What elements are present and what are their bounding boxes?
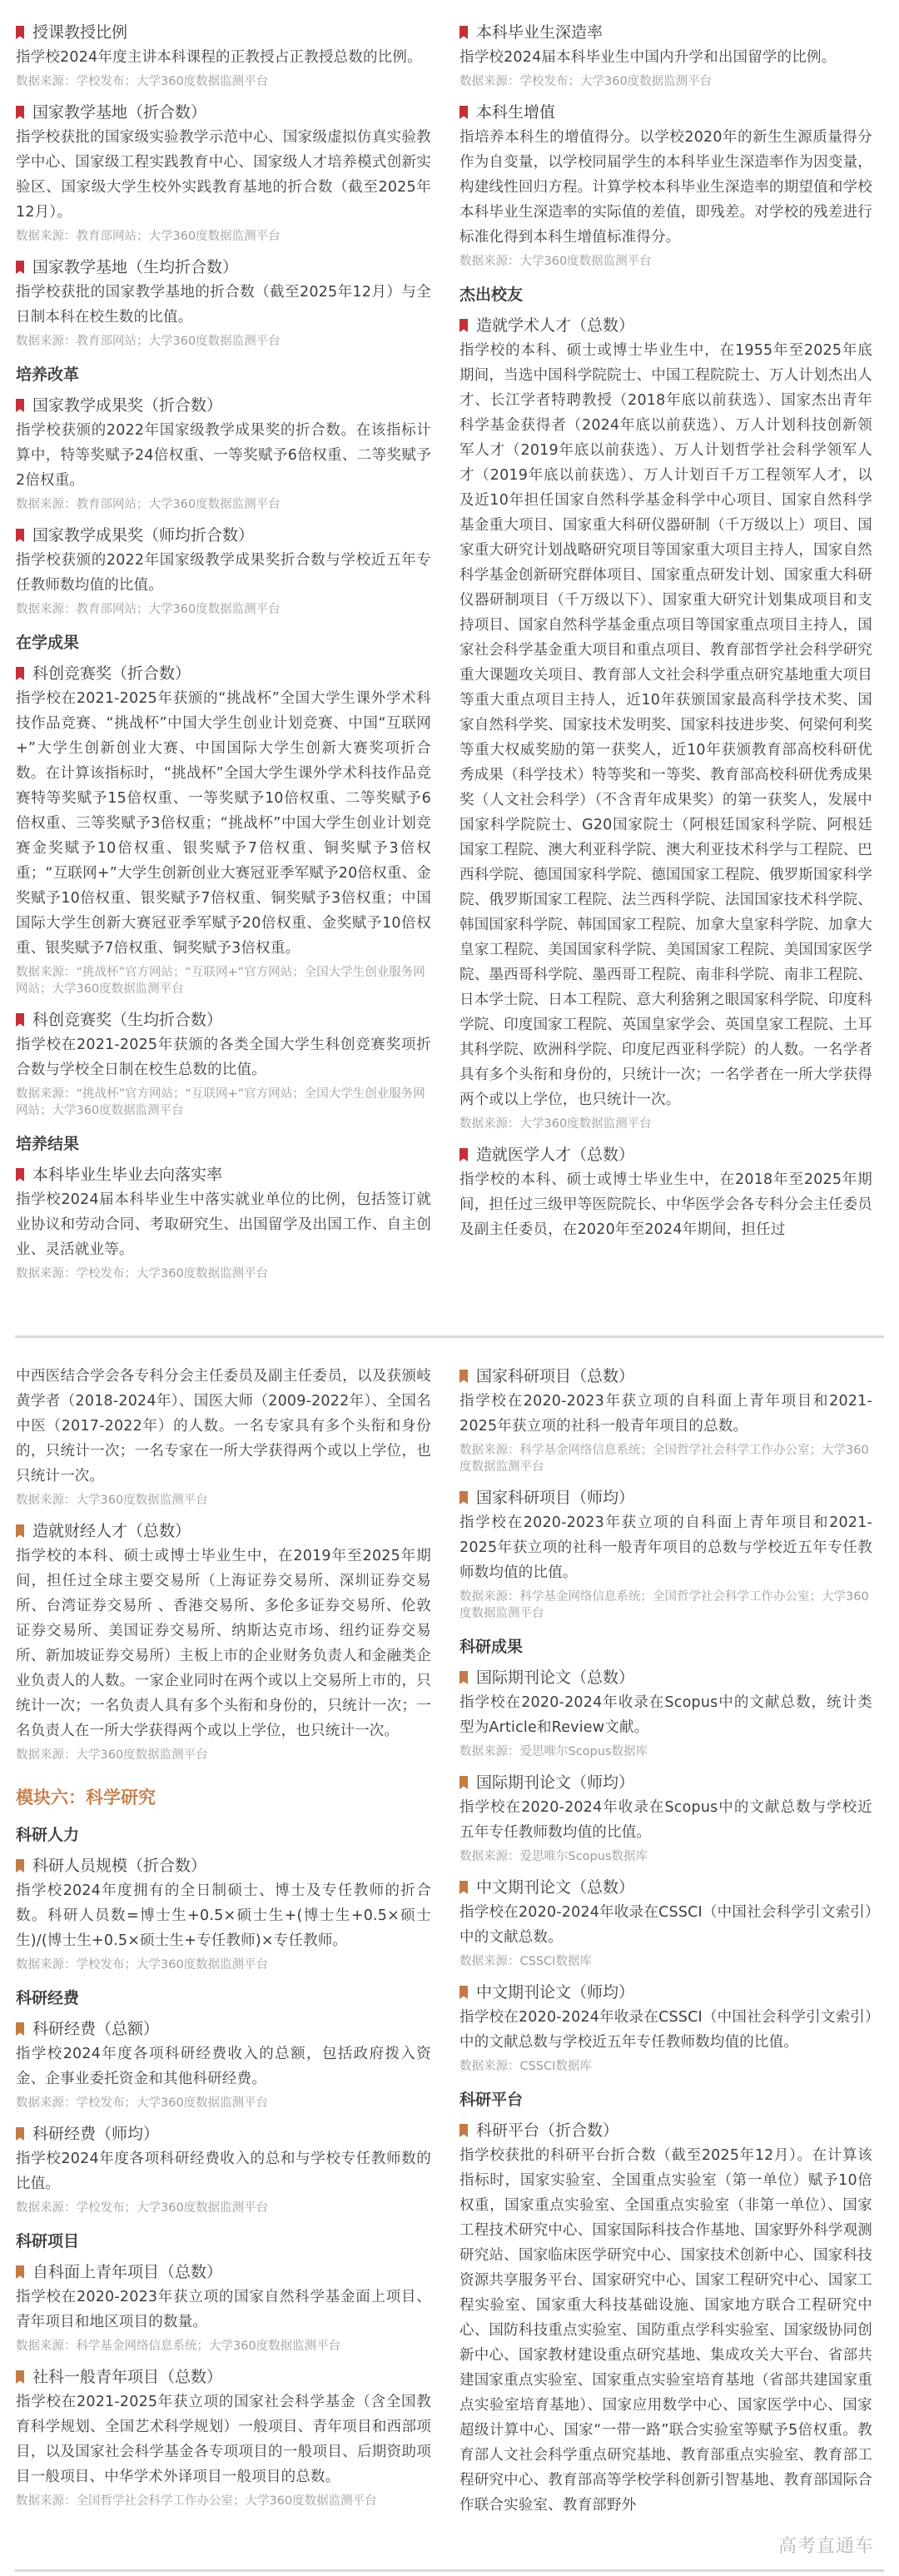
- indicator-item: [16, 2017, 431, 2111]
- indicator-item: [459, 1485, 872, 1622]
- indicator-item: [16, 2260, 431, 2355]
- indicator-source: 数据来源：教育部网站；大学360度数据监测平台: [16, 603, 281, 616]
- indicator-item: [459, 1980, 872, 2075]
- indicator-description: 指学校在2020-2024年收录在Scopus中的文献总数与学校近五年专任教师数均值的比值。: [459, 1799, 872, 1841]
- indicator-header: [16, 1162, 431, 1187]
- indicator-source: 数据来源：科学基金网络信息系统；大学360度数据监测平台: [16, 2340, 341, 2353]
- indicator-description: 指学校在2020-2024年收录在Scopus中的文献总数，统计类型为Article和Review文献。: [459, 1694, 872, 1736]
- indicator-description: 指学校在2021-2025年获立项的国家社会科学基金（含全国教育科学规划、全国艺术科学规划）一般项目、青年项目和西部项目，以及国家社会科学基金各专项项目的一般项目、后期资助项目一般项目、中华学术外译项目一般项目的总数。: [16, 2394, 431, 2485]
- indicator-title: 自科面上青年项目（总数）: [32, 2263, 223, 2281]
- indicator-title: 国家教学基地（折合数）: [32, 103, 207, 122]
- indicator-header: [459, 1980, 872, 2005]
- group-title-projects: 科研项目: [16, 2232, 80, 2250]
- indicator-description: 指学校在2020-2023年获立项的自科面上青年项目和2021-2025年获立项的社科一般青年项目的总数。: [459, 1393, 872, 1435]
- indicator-header: [459, 20, 872, 45]
- indicator-source: 数据来源：学校发布；大学360度数据监测平台: [16, 75, 269, 88]
- indicator-header: [16, 2121, 431, 2146]
- bookmark-icon: [459, 1881, 468, 1894]
- indicator-source: 数据来源：全国哲学社会科学工作办公室；大学360度数据监测平台: [16, 2494, 377, 2508]
- indicator-description: 指学校获批的科研平台折合数（截至2025年12月）。在计算该指标时，国家实验室、全国重点实验室（第一单位）赋予10倍权重，国家重点实验室、全国重点实验室（非第一单位）、国家工程技术研究中心、国家国际科技合作基地、国家野外科学观测研究站、国家临床医学研究中心、国家技术创新中心、国家科技资源共享服务平台、国家研究中心、国家工程研究中心、国家工程实验室、国家重大科技基础设施、国家地方联合工程研究中心、国防科技重点实验室、国防重点学科实验室、国家级协同创新中心、国家教材建设重点研究基地、集成攻关大平台、省部共建国家重点实验室、国家重点实验室培育基地（省部共建国家重点实验室培育基地）、国家应用数学中心、国家医学中心、国家超级计算中心、国家“一带一路”联合实验室等赋予5倍权重。教育部人文社会科学重点研究基地、教育部重点实验室、教育部工程研究中心、教育部高等学校学科创新引智基地、教育部国际合作联合实验室、教育部野外: [459, 2147, 872, 2514]
- bookmark-icon: [16, 106, 24, 119]
- indicator-title: 科创竞赛奖（生均折合数）: [32, 1011, 223, 1029]
- group-title-outcome: 培养结果: [16, 1135, 80, 1153]
- group-title-funding: 科研经费: [16, 1989, 80, 2007]
- module-title: 模块六：科学研究: [16, 1788, 156, 1808]
- bookmark-icon: [459, 1370, 468, 1383]
- item-list: [16, 20, 431, 350]
- indicator-item: [16, 1853, 431, 1973]
- group-title-platform: 科研平台: [459, 2091, 524, 2109]
- indicator-item: [459, 20, 872, 90]
- indicator-header: [459, 2118, 872, 2143]
- indicator-description: 指学校2024年度各项科研经费收入的总和与学校专任教师数的比值。: [16, 2151, 431, 2192]
- bookmark-icon: [459, 26, 468, 39]
- group-title-alumni: 杰出校友: [459, 286, 524, 304]
- indicator-title: 科研经费（总额）: [32, 2020, 160, 2038]
- group-title-achievement: 在学成果: [16, 634, 80, 652]
- indicator-title: 科创竞赛奖（折合数）: [32, 664, 191, 683]
- panel-divider: [15, 1335, 884, 1338]
- bookmark-icon: [459, 106, 468, 119]
- indicator-item: [16, 255, 431, 350]
- indicator-item: [459, 1665, 872, 1760]
- item-list: [16, 661, 431, 1119]
- indicator-header: [459, 1875, 872, 1900]
- indicator-header: [459, 1770, 872, 1795]
- bookmark-icon: [459, 1148, 468, 1161]
- indicator-header: [16, 2017, 431, 2041]
- bookmark-icon: [16, 2265, 24, 2279]
- indicator-header: [16, 393, 431, 418]
- group-title-reform: 培养改革: [16, 366, 80, 384]
- bookmark-icon: [459, 2124, 468, 2137]
- item-list: [459, 1665, 872, 2075]
- item-list: [16, 2017, 431, 2216]
- indicator-title: 国家科研项目（师均）: [476, 1489, 635, 1507]
- indicator-source: 数据来源：爱思唯尔Scopus数据库: [459, 1745, 648, 1758]
- bookmark-icon: [16, 1859, 24, 1872]
- indicator-title: 造就医学人才（总数）: [476, 1146, 635, 1164]
- bookmark-icon: [459, 319, 468, 332]
- bookmark-icon: [16, 2370, 24, 2384]
- bottom-panel: [0, 1339, 899, 2576]
- item-list: [459, 1364, 872, 1622]
- indicator-header: [459, 313, 872, 338]
- indicator-description: 指学校在2020-2024年收录在CSSCI（中国社会科学引文索引）中的文献总数。: [459, 1904, 872, 1946]
- indicator-description: 指学校2024届本科毕业生中国内升学和出国留学的比例。: [459, 49, 837, 66]
- panel-divider: [15, 2569, 884, 2572]
- bookmark-icon: [16, 2022, 24, 2036]
- indicator-description: 指学校获批的国家级实验教学示范中心、国家级虚拟仿真实验教学中心、国家级工程实践教育中心、国家级人才培养模式创新实验区、国家级大学生校外实践教育基地的折合数（截至2025年12月）。: [16, 129, 431, 221]
- indicator-source: 数据来源：学校发布；大学360度数据监测平台: [16, 2201, 269, 2215]
- indicator-header: [16, 255, 431, 280]
- indicator-item: [459, 2118, 872, 2518]
- indicator-title: 授课教授比例: [32, 23, 128, 42]
- indicator-header: [16, 1519, 431, 1544]
- indicator-source: 数据来源：学校发布；大学360度数据监测平台: [16, 1958, 269, 1972]
- indicator-item: [16, 20, 431, 90]
- indicator-title: 本科生增值: [476, 103, 556, 122]
- item-list: [16, 2260, 431, 2509]
- indicator-item: [459, 1875, 872, 1970]
- indicator-source: 数据来源：CSSCI数据库: [459, 2060, 592, 2073]
- indicator-item: [16, 661, 431, 997]
- indicator-header: [459, 1665, 872, 1690]
- indicator-source: 数据来源：大学360度数据监测平台: [459, 255, 652, 268]
- indicator-source: 数据来源：科学基金网络信息系统；全国哲学社会科学工作办公室；大学360度数据监测平台: [459, 1444, 869, 1474]
- indicator-description: 指学校的本科、硕士或博士毕业生中，在1955年至2025年底期间，当选中国科学院院士、中国工程院院士、万人计划杰出人才、长江学者特聘教授（2018年底以前获选）、国家杰出青年科学基金获得者（2024年底以前获选）、万人计划科技创新领军人才（2019年底以前获选）、万人计划哲学社会科学领军人才（2019年底以前获选）、万人计划百千万工程领军人才，以及近10年担任国家自然科学基金科学中心项目、国家自然科学基金重大项目、国家重大科研仪器研制（千万级以上）项目、国家重大研究计划战略研究项目等国家重大项目主持人，国家自然科学基金创新研究群体项目、国家重点研发计划、国家重大科研仪器研制项目（千万级以下）、国家重大研究计划集成项目和支持项目、国家自然科学基金重点项目等国家重点项目主持人，国家社会科学基金重大项目和重点项目、教育部哲学社会科学研究重大课题攻关项目、教育部人文社会科学重点研究基地重大项目等重大重点项目主持人，近10年获颁国家最高科学技术奖、国家自然科学奖、国家技术发明奖、国家科技进步奖、何梁何利奖等重大权威奖励的第一获奖人，近10年获颁教育部高校科研优秀成果（科学技术）特等奖和一等奖、教育部高校科研优秀成果奖（人文社会科学）（不含青年成果奖）的第一获奖人，发展中国家科学院院士、G20国家院士（阿根廷国家科学院、阿根廷国家工程院、澳大利亚科学院、澳大利亚技术科学与工程院、巴西科学院、德国国家科学院、德国国家工程院、俄罗斯国家科学院、俄罗斯国家工程院、法兰西科学院、法国国家技术科学院、韩国国家科学院、韩国国家工程院、加拿大皇家科学院、加拿大皇家工程院、美国国家科学院、美国国家工程院、美国国家医学院、墨西哥科学院、墨西哥工程院、南非科学院、南非工程院、日本学士院、日本工程院、意大利猞猁之眼国家科学院、印度科学院、印度国家工程院、英国皇家学会、英国皇家工程院、土耳其科学院、欧洲科学院、印度尼西亚科学院）的人数。一名学者具有多个头衔和身份的，只统计一次；一名学者在一所大学获得两个或以上学位，也只统计一次。: [459, 342, 872, 1108]
- bottom-left-column: [0, 1339, 450, 2576]
- bookmark-icon: [16, 261, 24, 274]
- indicator-title: 社科一般青年项目（总数）: [32, 2368, 223, 2386]
- indicator-title: 中文期刊论文（师均）: [476, 1983, 635, 2002]
- bookmark-icon: [16, 1524, 24, 1538]
- bookmark-icon: [459, 1491, 468, 1504]
- indicator-title: 科研经费（师均）: [32, 2125, 160, 2143]
- item-list: [16, 1853, 431, 1973]
- indicator-source: 数据来源：教育部网站；大学360度数据监测平台: [16, 498, 281, 511]
- indicator-item: [459, 1770, 872, 1865]
- indicator-source: 数据来源：科学基金网络信息系统；全国哲学社会科学工作办公室；大学360度数据监测平台: [459, 1590, 869, 1620]
- indicator-header: [16, 661, 431, 686]
- bottom-right-column: [450, 1339, 899, 2576]
- indicator-title: 国际期刊论文（总数）: [476, 1668, 635, 1687]
- indicator-title: 国家教学成果奖（折合数）: [32, 396, 223, 415]
- indicator-item: [16, 1162, 431, 1282]
- indicator-title: 本科毕业生毕业去向落实率: [32, 1166, 223, 1184]
- top-left-column: [0, 0, 450, 1337]
- indicator-item: [16, 523, 431, 618]
- indicator-header: [459, 1142, 872, 1167]
- indicator-title: 国家教学成果奖（师均折合数）: [32, 526, 255, 545]
- indicator-description: 指学校的本科、硕士或博士毕业生中，在2018年至2025年期间，担任过三级甲等医院院长、中华医学会各专科分会主任委员及副主任委员，在2020年至2024年期间，担任过: [459, 1171, 872, 1238]
- indicator-title: 造就财经人才（总数）: [32, 1522, 191, 1540]
- indicator-header: [16, 2365, 431, 2390]
- indicator-header: [16, 1007, 431, 1032]
- indicator-title: 本科毕业生深造率: [476, 23, 603, 42]
- bookmark-icon: [16, 2127, 24, 2141]
- indicator-header: [16, 20, 431, 45]
- bookmark-icon: [16, 26, 24, 39]
- bookmark-icon: [459, 1986, 468, 1999]
- group-title-results: 科研成果: [459, 1638, 524, 1656]
- bookmark-icon: [459, 1776, 468, 1789]
- indicator-description: 指学校在2020-2023年获立项的国家自然科学基金面上项目、青年项目和地区项目的数量。: [16, 2289, 431, 2330]
- item-list: [459, 2118, 872, 2518]
- indicator-description: 指学校获颁的2022年国家级教学成果奖折合数与学校近五年专任教师数均值的比值。: [16, 552, 431, 594]
- indicator-source: 数据来源：学校发布；大学360度数据监测平台: [16, 2096, 269, 2110]
- indicator-description: 指学校在2021-2025年获颁的“挑战杯”全国大学生课外学术科技作品竞赛、“挑战杯”中国大学生创业计划竞赛、中国“互联网+”大学生创新创业大赛、中国国际大学生创新大赛奖项折合数。在计算该指标时，“挑战杯”全国大学生课外学术科技作品竞赛特等奖赋予15倍权重、一等奖赋予10倍权重、二等奖赋予6倍权重、三等奖赋予3倍权重；“挑战杯”中国大学生创业计划竞赛金奖赋予10倍权重、银奖赋予7倍权重、铜奖赋予3倍权重；“互联网+”大学生创新创业大赛冠亚季军赋予20倍权重、金奖赋予10倍权重、银奖赋予7倍权重、铜奖赋予3倍权重；中国国际大学生创新大赛冠亚季军赋予20倍权重、金奖赋予10倍权重、银奖赋予7倍权重、铜奖赋予3倍权重。: [16, 690, 431, 957]
- indicator-item: [16, 393, 431, 513]
- bookmark-icon: [16, 1013, 24, 1027]
- top-right-column: [450, 0, 899, 1337]
- indicator-description: 指学校2024年度拥有的全日制硕士、博士及专任教师的折合数。科研人员数=博士生+0.5×硕士生+(博士生+0.5×硕士生)/(博士生+0.5×硕士生+专任教师)×专任教师。: [16, 1882, 431, 1949]
- indicator-title: 国家科研项目（总数）: [476, 1367, 635, 1385]
- item-list: [16, 1162, 431, 1282]
- indicator-description: 指学校在2020-2023年获立项的自科面上青年项目和2021-2025年获立项的社科一般青年项目的总数与学校近五年专任教师数均值的比值。: [459, 1514, 872, 1581]
- item-description: 中西医结合学会各专科分会主任委员及副主任委员，以及获颁岐黄学者（2018-2024年）、国医大师（2009-2022年）、全国名中医（2017-2022年）的人数。一名专家具有多个头衔和身份的，只统计一次；一名专家在一所大学获得两个或以上学位，也只统计一次。: [16, 1368, 431, 1484]
- indicator-item: [459, 313, 872, 1132]
- group-title-manpower: 科研人力: [16, 1826, 80, 1844]
- indicator-source: 数据来源：教育部网站；大学360度数据监测平台: [16, 335, 281, 348]
- indicator-header: [459, 1364, 872, 1389]
- indicator-item: [16, 1007, 431, 1119]
- indicator-title: 科研人员规模（折合数）: [32, 1857, 207, 1875]
- indicator-title: 造就学术人才（总数）: [476, 316, 635, 335]
- indicator-source: 数据来源：学校发布；大学360度数据监测平台: [459, 75, 713, 88]
- indicator-header: [459, 1485, 872, 1510]
- indicator-description: 指学校的本科、硕士或博士毕业生中，在2019年至2025年期间，担任过全球主要交易所（上海证券交易所、深圳证券交易所、台湾证券交易所 、香港交易所、多伦多证券交易所、伦敦证券交易所、美国证券交易所、纳斯达克市场、纽约证券交易所、新加坡证券交易所）主板上市的企业财务负责人和金融类企业负责人的人数。一家企业同时在两个或以上交易所上市的，只统计一次；一名负责人具有多个头衔和身份的，只统计一次；一名负责人在一所大学获得两个或以上学位，也只统计一次。: [16, 1548, 431, 1739]
- indicator-title: 国家教学基地（生均折合数）: [32, 258, 239, 276]
- indicator-description: 指培养本科生的增值得分。以学校2020年的新生生源质量得分作为自变量，以学校同届学生的本科毕业生深造率作为因变量，构建线性回归方程。计算学校本科毕业生深造率的期望值和学校本科毕业生深造率的实际值的差值，即残差。对学校的残差进行标准化得到本科生增值标准得分。: [459, 129, 872, 246]
- bookmark-icon: [16, 529, 24, 542]
- indicator-source: 数据来源：“挑战杯”官方网站；“互联网+”官方网站；全国大学生创业服务网网站；大学360度数据监测平台: [16, 966, 425, 996]
- indicator-source: 数据来源：大学360度数据监测平台: [16, 1748, 208, 1762]
- bookmark-icon: [16, 399, 24, 412]
- item-list: [16, 1519, 431, 1763]
- indicator-description: 指学校2024年度各项科研经费收入的总额，包括政府拨入资金、企事业委托资金和其他科研经费。: [16, 2046, 431, 2087]
- indicator-header: [16, 100, 431, 125]
- indicator-header: [16, 2260, 431, 2285]
- item-list: [459, 20, 872, 270]
- indicator-source: 数据来源：“挑战杯”官方网站；“互联网+”官方网站；全国大学生创业服务网网站；大学360度数据监测平台: [16, 1087, 425, 1117]
- indicator-item: [16, 100, 431, 245]
- indicator-title: 国际期刊论文（师均）: [476, 1773, 635, 1792]
- indicator-item: [459, 1142, 872, 1242]
- item-list: [459, 313, 872, 1242]
- bookmark-icon: [459, 1671, 468, 1684]
- indicator-source: 数据来源：学校发布；大学360度数据监测平台: [16, 1267, 269, 1281]
- watermark: 高考直通车: [777, 2536, 874, 2557]
- continued-item: [16, 1364, 431, 1509]
- indicator-source: 数据来源：爱思唯尔Scopus数据库: [459, 1850, 648, 1863]
- indicator-source: 数据来源：CSSCI数据库: [459, 1955, 592, 1968]
- indicator-item: [459, 1364, 872, 1475]
- indicator-description: 指学校2024届本科毕业生中落实就业单位的比例，包括签订就业协议和劳动合同、考取研究生、出国留学及出国工作、自主创业、灵活就业等。: [16, 1191, 431, 1258]
- indicator-item: [16, 2121, 431, 2216]
- indicator-description: 指学校2024年度主讲本科课程的正教授占正教授总数的比例。: [16, 49, 422, 66]
- indicator-description: 指学校在2021-2025年获颁的各类全国大学生科创竞赛奖项折合数与学校全日制在校生总数的比值。: [16, 1037, 431, 1078]
- bookmark-icon: [16, 1168, 24, 1181]
- indicator-description: 指学校在2020-2024年收录在CSSCI（中国社会科学引文索引）中的文献总数与学校近五年专任教师数均值的比值。: [459, 2009, 872, 2051]
- indicator-header: [16, 523, 431, 548]
- indicator-description: 指学校获批的国家教学基地的折合数（截至2025年12月）与全日制本科在校生数的比值。: [16, 284, 431, 326]
- indicator-header: [459, 100, 872, 125]
- indicator-source: 数据来源：大学360度数据监测平台: [459, 1117, 652, 1131]
- item-list: [16, 393, 431, 618]
- indicator-description: 指学校获颁的2022年国家级教学成果奖的折合数。在该指标计算中，特等奖赋予24倍权重、一等奖赋予6倍权重、二等奖赋予2倍权重。: [16, 422, 431, 489]
- indicator-item: [16, 1519, 431, 1763]
- item-source: 数据来源：大学360度数据监测平台: [16, 1494, 208, 1507]
- indicator-header: [16, 1853, 431, 1878]
- bookmark-icon: [16, 667, 24, 680]
- indicator-source: 数据来源：教育部网站；大学360度数据监测平台: [16, 230, 281, 243]
- indicator-title: 科研平台（折合数）: [476, 2121, 619, 2140]
- indicator-item: [16, 2365, 431, 2509]
- indicator-title: 中文期刊论文（总数）: [476, 1878, 635, 1897]
- indicator-item: [459, 100, 872, 270]
